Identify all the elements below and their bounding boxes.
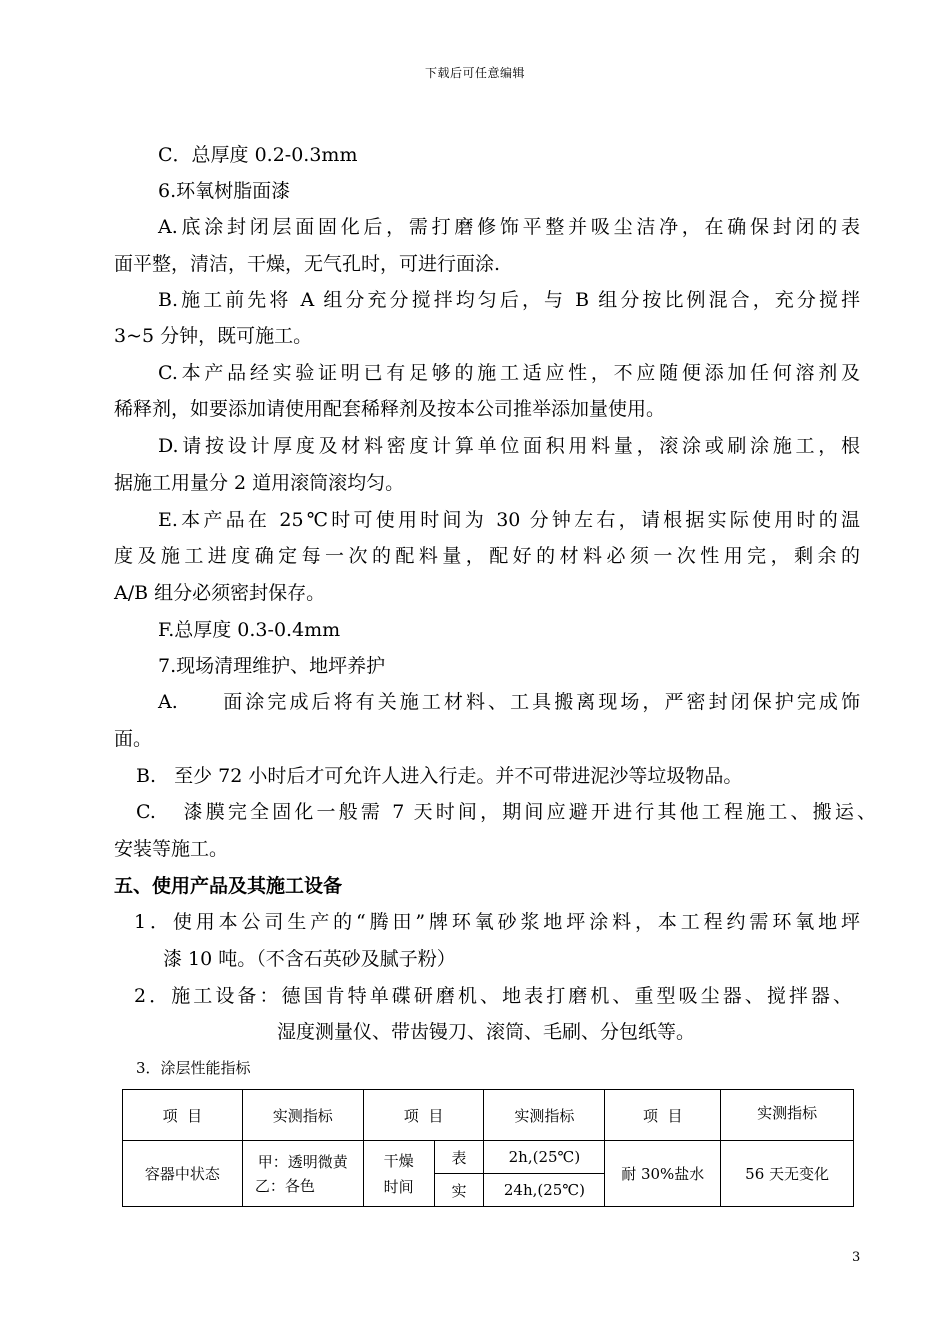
section-heading-7: 7.现场清理维护、地坪养护 <box>158 655 386 677</box>
text-line: D.请按设计厚度及材料密度计算单位面积用料量，滚涂或刷涂施工，根 <box>158 435 860 457</box>
text-line: F.总厚度 0.3-0.4mm <box>158 619 341 641</box>
text-line: A.底涂封闭层面固化后，需打磨修饰平整并吸尘洁净，在确保封闭的表 <box>158 216 860 238</box>
text-line: 面平整，清洁，干燥，无气孔时，可进行面涂. <box>114 253 501 275</box>
list-item: 2．施工设备：德国肯特单碟研磨机、地表打磨机、重型吸尘器、搅拌器、 <box>134 985 852 1007</box>
text-line: 3~5 分钟，既可施工。 <box>114 325 313 347</box>
table-cell-line: 时间 <box>383 1177 414 1196</box>
page-header: 下载后可任意编辑 <box>424 66 525 80</box>
table-cell: 实 <box>434 1174 484 1207</box>
list-item: 1．使用本公司生产的“腾田”牌环氧砂浆地坪涂料，本工程约需环氧地坪 <box>134 911 860 933</box>
text-line: B. 至少 72 小时后才可允许人进入行走。并不可带进泥沙等垃圾物品。 <box>136 765 743 787</box>
text-line: 湿度测量仪、带齿镘刀、滚筒、毛刷、分包纸等。 <box>277 1021 696 1043</box>
coating-performance-table <box>122 1089 854 1207</box>
table-cell-line: 干燥 <box>383 1151 414 1170</box>
table-cell: 24h,(25℃) <box>484 1174 605 1207</box>
table-cell: 56 天无变化 <box>721 1141 854 1207</box>
text-line: C．总厚度 0.2-0.3mm <box>158 144 358 166</box>
table-caption: 3．涂层性能指标 <box>136 1059 251 1077</box>
text-line: 漆 10 吨。（不含石英砂及腻子粉） <box>163 948 456 970</box>
table-cell <box>242 1141 363 1207</box>
text-line: B.施工前先将 A 组分充分搅拌均匀后，与 B 组分按比例混合，充分搅拌 <box>158 289 860 311</box>
text-line: 稀释剂，如要添加请使用配套稀释剂及按本公司推举添加量使用。 <box>114 398 666 420</box>
table-cell: 表 <box>434 1141 484 1174</box>
table-header-cell: 项 目 <box>605 1090 721 1141</box>
table-header-cell: 项 目 <box>363 1090 484 1141</box>
table-header-cell: 实测指标 <box>484 1090 605 1141</box>
text-line: E.本产品在 25℃时可使用时间为 30 分钟左右，请根据实际使用时的温 <box>158 509 860 531</box>
table-cell: 耐 30%盐水 <box>605 1141 721 1207</box>
text-line: A. 面涂完成后将有关施工材料、工具搬离现场，严密封闭保护完成饰 <box>158 691 860 713</box>
text-line: C. 漆膜完全固化一般需 7 天时间，期间应避开进行其他工程施工、搬运、 <box>136 801 876 823</box>
text-line: C.本产品经实验证明已有足够的施工适应性，不应随便添加任何溶剂及 <box>158 362 860 384</box>
text-line: 面。 <box>114 728 153 750</box>
text-line: 据施工用量分 2 道用滚筒滚均匀。 <box>114 472 405 494</box>
table-cell-line: 甲：透明微黄 <box>257 1152 348 1171</box>
table-header-cell: 实测指标 <box>242 1090 363 1141</box>
page-number: 3 <box>852 1250 861 1265</box>
section-heading-6: 6.环氧树脂面漆 <box>158 180 291 202</box>
table-cell-line: 乙：各色 <box>254 1176 315 1195</box>
text-line: A/B 组分必须密封保存。 <box>114 582 326 604</box>
table-cell: 容器中状态 <box>123 1141 243 1207</box>
table-header-cell: 项 目 <box>123 1090 243 1141</box>
section-heading-5: 五、使用产品及其施工设备 <box>114 875 343 897</box>
table-row <box>123 1141 854 1174</box>
table-cell <box>363 1141 434 1207</box>
table-cell: 2h,(25℃) <box>484 1141 605 1174</box>
table-header-row <box>123 1090 854 1141</box>
table-header-cell: 实测指标 <box>721 1090 854 1141</box>
text-line: 度及施工进度确定每一次的配料量，配好的材料必须一次性用完，剩余的 <box>114 545 860 567</box>
text-line: 安装等施工。 <box>114 838 229 860</box>
